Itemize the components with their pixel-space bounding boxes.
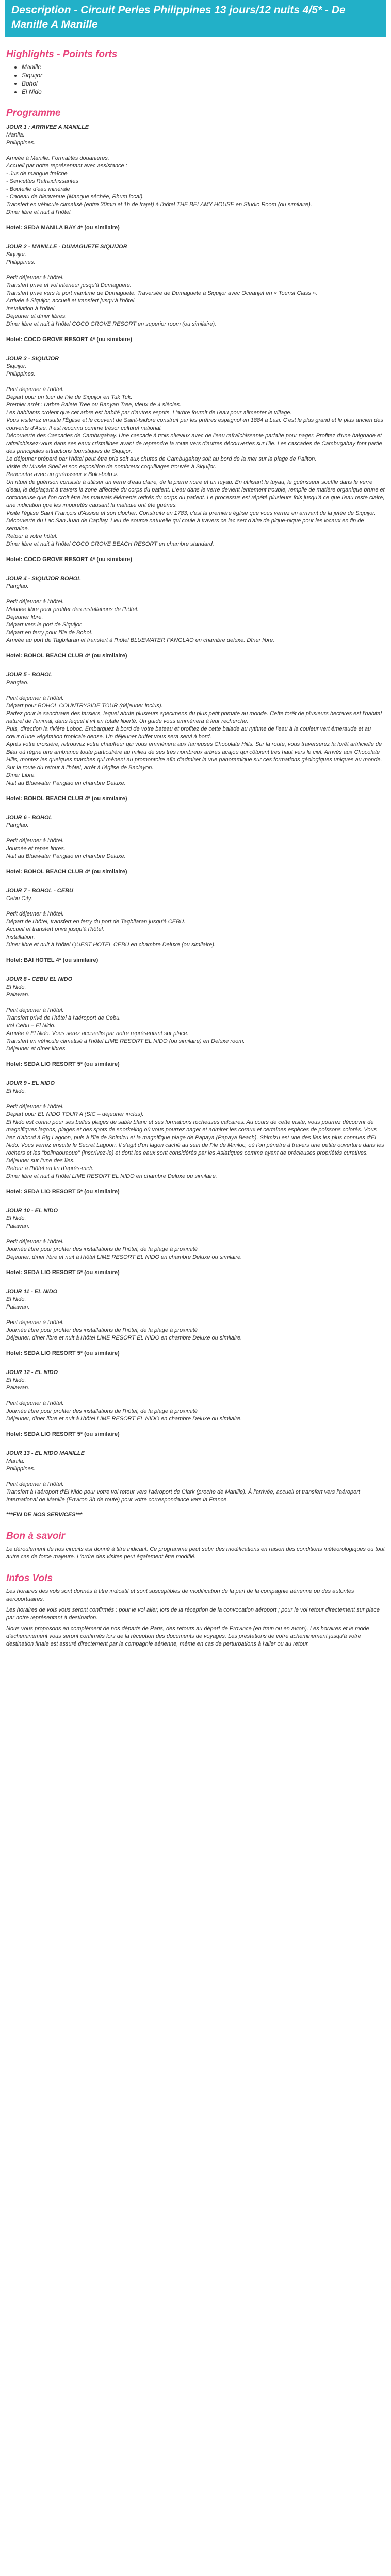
day-hotel: Hotel: BAI HOTEL 4* (ou similaire) — [6, 957, 99, 963]
day-description — [6, 274, 385, 328]
description-line: Découverte du Lac San Juan de Capilay. Lieu de source naturelle qui coule à travers ce lac sert d'aire de pique-nique pour les locaux en fin de semaine. — [6, 518, 364, 532]
day-location: Panglao. — [6, 822, 29, 828]
description-line: Transfert en véhicule climatisé (entre 30min et 1h de trajet) à l'hôtel THE BELAMY HOUSE en Studio Room (ou similaire). — [6, 201, 312, 208]
day-section — [6, 1080, 385, 1196]
day-location: El Nido. — [6, 1296, 26, 1302]
description-line: Journée libre pour profiter des installations de l'hôtel, de la plage à proximité — [6, 1327, 198, 1333]
description-line: Départ pour un tour de l'île de Siquijor en Tuk Tuk. — [6, 394, 133, 400]
description-line: Vol Cebu – El Nido. — [6, 1023, 56, 1029]
description-line: Déjeuner sur l'une des îles. — [6, 1158, 75, 1164]
description-line: Les habitants croient que cet arbre est habité par d'autres esprits. L'arbre fournit de l'eau pour alimenter le village. — [6, 410, 292, 416]
description-line: Matinée libre pour profiter des installations de l'hôtel. — [6, 606, 139, 613]
description-line: Déjeuner et dîner libres. — [6, 313, 67, 319]
end-of-services: ***FIN DE NOS SERVICES*** — [6, 1512, 83, 1518]
infos-vols-title: Infos Vols — [6, 1573, 53, 1584]
description-line: Installation. — [6, 934, 35, 940]
description-line: Transfert privé de l'hôtel à l'aéroport de Cebu. — [6, 1015, 121, 1021]
description-line: Départ vers le port de Siquijor. — [6, 622, 83, 628]
description-line: Un rituel de guérison consiste à utiliser un verre d'eau claire, de la pierre noire et un tuyau. En utilisant le tuyau, le guérisseur souffle dans le verre d'eau, le déplaçant à travers la zone affectée du corps du patient. L'eau dans le verre devient lentement trouble, remplie de matière organique brune et cotonneuse que l'on croit être les mauvais éléments retirés du corps du patient. Le processus est répété plusieurs fois jusqu'à ce que l'eau reste claire, une indication que les impuretés causant la maladie ont été guéries. — [6, 479, 385, 509]
description-line: Petit déjeuner à l'hôtel. — [6, 1007, 64, 1013]
description-line: Nuit au Bluewater Panglao en chambre Deluxe. — [6, 853, 126, 859]
day-section — [6, 575, 385, 660]
day-location: Philippines. — [6, 371, 36, 377]
day-title: JOUR 3 - SIQUIJOR — [6, 355, 59, 362]
description-line: Journée libre pour profiter des installations de l'hôtel, de la plage à proximité — [6, 1246, 198, 1252]
description-line: Dîner libre et nuit à l'hôtel LIME RESORT EL NIDO en chambre Deluxe ou similaire. — [6, 1173, 217, 1179]
day-description — [6, 1238, 385, 1261]
day-location: Philippines. — [6, 140, 36, 146]
day-location: Palawan. — [6, 1223, 30, 1229]
day-hotel: Hotel: SEDA LIO RESORT 5* (ou similaire) — [6, 1061, 120, 1067]
description-line: Petit déjeuner à l'hôtel. — [6, 695, 64, 701]
infos-vols-text — [6, 1588, 385, 1648]
description-line: Départ en ferry pour l'île de Bohol. — [6, 630, 93, 636]
day-section — [6, 243, 385, 344]
programme-days — [6, 124, 385, 1519]
day-hotel: Hotel: COCO GROVE RESORT 4* (ou similaire) — [6, 556, 132, 563]
description-line: Petit déjeuner à l'hôtel. — [6, 1400, 64, 1406]
description-line: Journée libre pour profiter des installations de l'hôtel, de la plage à proximité — [6, 1408, 198, 1414]
description-line: Partez pour le sanctuaire des tarsiers, lequel abrite plusieurs spécimens du plus petit primate au monde. Cette forêt de plusieurs hectares est l'habitat naturel de l'animal, dans lequel il vit en totale liberté. Un guide vous emmènera à leur recherche. — [6, 710, 382, 724]
day-section — [6, 1288, 385, 1358]
day-location: El Nido. — [6, 1215, 26, 1222]
description-line: Le déjeuner préparé par l'hôtel peut être pris soit aux chutes de Cambugahay soit au bord de la mer sur la plage de Paliton. — [6, 456, 317, 462]
day-location: Siquijor. — [6, 363, 27, 369]
day-section — [6, 355, 385, 564]
day-location: Palawan. — [6, 1385, 30, 1391]
day-section — [6, 976, 385, 1069]
description-line: Petit déjeuner à l'hôtel. — [6, 599, 64, 605]
description-line: Transfert en véhicule climatisé à l'hôtel LIME RESORT EL NIDO (ou similaire) en Deluxe room. — [6, 1038, 245, 1044]
day-location: Panglao. — [6, 680, 29, 686]
description-line: Vous visiterez ensuite l'Église et le couvent de Saint-Isidore construit par les prêtres espagnol en 1884 à Lazi. C'est le plus grand et le plus ancien des couvents d'Asie. Il est reconnu comme trésor culturel national. — [6, 417, 383, 431]
day-description — [6, 1103, 385, 1180]
infos-vols-paragraph: Les horaires des vols sont donnés à titre indicatif et sont susceptibles de modification de la part de la compagnie aérienne ou des autorités aéroportuaires. — [6, 1588, 354, 1602]
day-location: El Nido. — [6, 1377, 26, 1383]
description-line: Transfert privé vers le port maritime de Dumaguete. Traversée de Dumaguete à Siquijor avec Oceanjet en « Tourist Class ». — [6, 290, 318, 296]
day-hotel: Hotel: SEDA LIO RESORT 5* (ou similaire) — [6, 1269, 120, 1276]
description-line: Puis, direction la rivière Loboc. Embarquez à bord de votre bateau et profitez de cette balade au rythme de l'eau à la couleur vert émeraude et au cœur d'une végétation tropicale dense. Un déjeuner buffet vous sera servi à bord. — [6, 726, 371, 740]
description-line: Visite du Musée Shell et son exposition de nombreux coquillages trouvés à Siquijor. — [6, 464, 217, 470]
highlight-item: • Manille — [22, 63, 385, 71]
description-line: Après votre croisière, retrouvez votre chauffeur qui vous emmènera aux fameuses Chocolate Hills. Sur la route, vous traverserez la forêt artificielle de Bilar où règne une ambiance toute particulière au milieu de ses très nombreux arbres acajou qui côtoient très haut vers le ciel. Arrivés aux Chocolate Hills, montez les quelques marches qui mènent au promontoire afin d'admirer la vue panoramique sur ces formations géologiques uniques au monde. — [6, 741, 382, 763]
day-hotel: Hotel: SEDA LIO RESORT 5* (ou similaire) — [6, 1189, 120, 1195]
day-title: JOUR 13 - EL NIDO MANILLE — [6, 1450, 85, 1456]
description-line: Transfert privé et vol intérieur jusqu'à Dumaguete. — [6, 282, 132, 289]
description-line: Départ de l'hôtel, transfert en ferry du port de Tagbilaran jusqu'à CEBU. — [6, 919, 186, 925]
bon-a-savoir-title: Bon à savoir — [6, 1531, 66, 1541]
description-line: Petit déjeuner à l'hôtel. — [6, 1104, 64, 1110]
description-line: - Bouteille d'eau minérale — [6, 186, 70, 192]
description-line: - Jus de mangue fraîche — [6, 171, 68, 177]
page-title: Description - Circuit Perles Philippines 13 jours/12 nuits 4/5* - De Manille A Manille — [5, 0, 386, 37]
day-description — [6, 386, 385, 548]
description-line: Petit déjeuner à l'hôtel. — [6, 1481, 64, 1487]
description-line: - Serviettes Rafraichissantes — [6, 178, 78, 184]
day-title: JOUR 8 - CEBU EL NIDO — [6, 976, 73, 982]
day-title: JOUR 7 - BOHOL - CEBU — [6, 888, 73, 894]
description-line: Dîner Libre. — [6, 772, 36, 778]
day-section — [6, 1369, 385, 1438]
day-title: JOUR 2 - MANILLE - DUMAGUETE SIQUIJOR — [6, 244, 127, 250]
description-line: Arrivée à Siquijor, accueil et transfert jusqu'à l'hôtel. — [6, 298, 136, 304]
day-title: JOUR 5 - BOHOL — [6, 672, 53, 678]
day-location: El Nido. — [6, 984, 26, 990]
day-description — [6, 1400, 385, 1423]
day-location: Cebu City. — [6, 895, 32, 902]
day-hotel: Hotel: SEDA MANILA BAY 4* (ou similaire) — [6, 225, 120, 231]
programme-title: Programme — [6, 108, 61, 118]
day-description — [6, 1007, 385, 1053]
description-line: Visite l'église Saint François d'Assise et son clocher. Construite en 1783, c'est la première église que vous verrez en arrivant de la jetée de Siquijor. — [6, 510, 376, 516]
description-line: Déjeuner, dîner libre et nuit à l'hôtel LIME RESORT EL NIDO en chambre Deluxe ou similaire. — [6, 1254, 242, 1260]
description-line: Dîner libre et nuit à l'hôtel QUEST HOTEL CEBU en chambre Deluxe (ou similaire). — [6, 942, 216, 948]
day-hotel: Hotel: SEDA LIO RESORT 5* (ou similaire) — [6, 1431, 120, 1437]
day-description — [6, 155, 385, 216]
day-section — [6, 1207, 385, 1277]
description-line: Arrivée à El Nido. Vous serez accueillis par notre représentant sur place. — [6, 1030, 189, 1037]
description-line: Installation à l'hôtel. — [6, 306, 56, 312]
description-line: Accueil et transfert privé jusqu'à l'hôtel. — [6, 926, 105, 933]
day-location: Philippines. — [6, 259, 36, 265]
day-title: JOUR 11 - EL NIDO — [6, 1289, 58, 1295]
day-hotel: Hotel: COCO GROVE RESORT 4* (ou similaire) — [6, 336, 132, 343]
description-line: Dîner libre et nuit à l'hôtel COCO GROVE BEACH RESORT en chambre standard. — [6, 541, 214, 547]
content — [0, 37, 391, 1648]
description-line: Nuit au Bluewater Panglao en chambre Deluxe. — [6, 780, 126, 786]
highlights-title: Highlights - Points forts — [6, 49, 118, 60]
description-line: Retour à l'hôtel en fin d'après-midi. — [6, 1165, 94, 1172]
description-line: Départ pour BOHOL COUNTRYSIDE TOUR (déjeuner inclus). — [6, 703, 163, 709]
infos-vols-paragraph: Les horaires de vols vous seront confirmés : pour le vol aller, lors de la réception de la convocation aéroport ; pour le vol retour directement sur place par notre représentant à destination. — [6, 1607, 380, 1621]
description-line: Petit déjeuner à l'hôtel. — [6, 911, 64, 917]
day-title: JOUR 6 - BOHOL — [6, 815, 53, 821]
description-line: Arrivée au port de Tagbilaran et transfert à l'hôtel BLUEWATER PANGLAO en chambre deluxe. Dîner libre. — [6, 637, 275, 643]
description-line: Retour à votre hôtel. — [6, 533, 58, 539]
day-location: Manila. — [6, 132, 25, 138]
day-title: JOUR 9 - EL NIDO — [6, 1080, 55, 1087]
day-title: JOUR 4 - SIQUIJOR BOHOL — [6, 575, 81, 582]
day-hotel: Hotel: BOHOL BEACH CLUB 4* (ou similaire) — [6, 653, 127, 659]
description-line: Sur la route du retour à l'hôtel, arrêt à l'église de Baclayon. — [6, 765, 154, 771]
day-description — [6, 1319, 385, 1342]
infos-vols-paragraph: Nous vous proposons en complément de nos départs de Paris, des retours au départ de Province (en train ou en avion). Les horaires et le mode d'acheminement vous seront confirmés lors de la réception des documents de voyages. Les prestations de votre acheminement jusqu'à votre destination finale est assuré directement par la compagnie aérienne, même en cas de perturbations à l'aller ou au retour. — [6, 1625, 369, 1647]
description-line: Petit déjeuner à l'hôtel. — [6, 838, 64, 844]
description-line: Petit déjeuner à l'hôtel. — [6, 1319, 64, 1326]
day-description — [6, 910, 385, 949]
day-section — [6, 814, 385, 876]
description-line: Découverte des Cascades de Cambugahay. Une cascade à trois niveaux avec de l'eau rafraîchissante parfaite pour nager. Profitez d'une baignade et rafraîchissez-vous dans ses eaux cristallines avant de reprendre la route vers d'autres découvertes sur l'île. Les cascades de Cambugahay font partie des principales attractions touristiques de Siquijor. — [6, 433, 382, 454]
description-line: Accueil par notre représentant avec assistance : — [6, 163, 127, 169]
day-location: El Nido. — [6, 1088, 26, 1094]
description-line: Transfert à l'aéroport d'El Nido pour votre vol retour vers l'aéroport de Clark (proche de Manille). À l'arrivée, accueil et transfert vers l'aéroport International de Manille (Environ 3h de route) pour votre correspondance vers la France. — [6, 1489, 360, 1503]
day-description — [6, 598, 385, 645]
description-line: El Nido est connu pour ses belles plages de sable blanc et ses formations rocheuses calcaires. Au cours de cette visite, vous pourrez découvrir de magnifiques lagons, plages et des spots de snorkeling où vous pourrez nager et admirer les coraux et certaines espèces de poissons colorés. Vous irez d'abord à Big Lagoon, puis à l'île de Shimizu et la magnifique plage de Papaya (Papaya Beach). Shimizu est une des îles les plus connues d'El Nido. Vous verrez ensuite le Secret Lagoon. Il s'agit d'un lagon caché au sein de l'île de Miniloc, où l'on pénètre à travers une petite ouverture dans les rochers et les "bolinaouaoue" (inscrivez-le) et dont les eaux sont considérés par les Asiatiques comme ayant de précieuses propriétés curatives. — [6, 1119, 384, 1156]
bon-a-savoir-text: Le déroulement de nos circuits est donné à titre indicatif. Ce programme peut subir des modifications en raison des conditions météorologiques ou tout autre cas de force majeure. L'ordre des visites peut également être modifié. — [6, 1546, 385, 1560]
day-hotel: Hotel: SEDA LIO RESORT 5* (ou similaire) — [6, 1350, 120, 1357]
day-section — [6, 887, 385, 964]
description-line: Dîner libre et nuit à l'hôtel COCO GROVE RESORT en superior room (ou similaire). — [6, 321, 217, 327]
description-line: Petit déjeuner à l'hôtel. — [6, 275, 64, 281]
description-line: Petit déjeuner à l'hôtel. — [6, 386, 64, 393]
description-line: Journée et repas libres. — [6, 845, 66, 852]
description-line: Déjeuner, dîner libre et nuit à l'hôtel LIME RESORT EL NIDO en chambre Deluxe ou similaire. — [6, 1335, 242, 1341]
day-location: Philippines. — [6, 1466, 36, 1472]
day-title: JOUR 10 - EL NIDO — [6, 1208, 58, 1214]
day-location: Palawan. — [6, 992, 30, 998]
description-line: Dîner libre et nuit à l'hôtel. — [6, 209, 72, 215]
description-line: Déjeuner libre. — [6, 614, 43, 620]
day-location: Siquijor. — [6, 251, 27, 258]
day-title: JOUR 1 : ARRIVEE A MANILLE — [6, 124, 89, 130]
day-description — [6, 694, 385, 787]
day-location: Palawan. — [6, 1304, 30, 1310]
highlights-list — [6, 63, 385, 96]
description-line: Départ pour EL NIDO TOUR A (SIC – déjeuner inclus). — [6, 1111, 144, 1117]
highlight-item: • El Nido — [22, 88, 385, 96]
day-section — [6, 124, 385, 232]
description-line: Petit déjeuner à l'hôtel. — [6, 1239, 64, 1245]
day-description — [6, 837, 385, 860]
day-hotel: Hotel: BOHOL BEACH CLUB 4* (ou similaire) — [6, 869, 127, 875]
description-line: Déjeuner et dîner libres. — [6, 1046, 67, 1052]
day-location: Manila. — [6, 1458, 25, 1464]
description-line: Déjeuner, dîner libre et nuit à l'hôtel LIME RESORT EL NIDO en chambre Deluxe ou similaire. — [6, 1416, 242, 1422]
description-line: Arrivée à Manille. Formalités douanières. — [6, 155, 109, 161]
day-description — [6, 1481, 385, 1504]
day-location: Panglao. — [6, 583, 29, 589]
day-hotel: Hotel: BOHOL BEACH CLUB 4* (ou similaire) — [6, 795, 127, 802]
highlight-item: • Siquijor — [22, 71, 385, 79]
description-line: - Cadeau de bienvenue (Mangue séchée, Rhum local). — [6, 194, 144, 200]
highlight-item: • Bohol — [22, 79, 385, 88]
day-title: JOUR 12 - EL NIDO — [6, 1369, 58, 1376]
day-section — [6, 1450, 385, 1519]
day-section — [6, 671, 385, 803]
description-line: Premier arrêt : l'arbre Balete Tree ou Banyan Tree, vieux de 4 siècles. — [6, 402, 182, 408]
description-line: Rencontre avec un guérisseur « Bolo-bolo ». — [6, 471, 119, 478]
